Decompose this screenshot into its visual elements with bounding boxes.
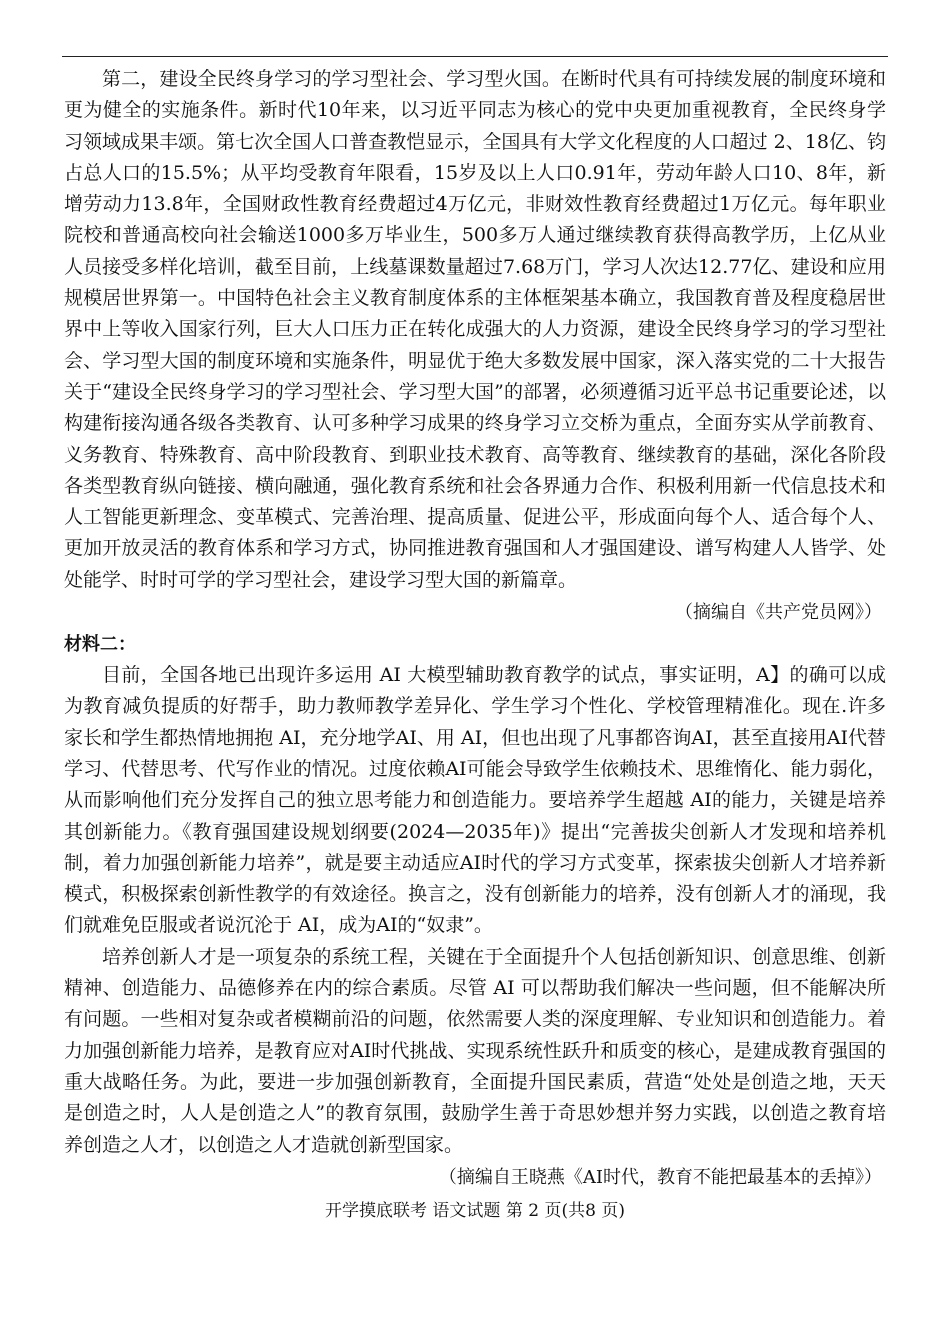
source-citation-2: （摘编自王晓燕《AI时代，教育不能把最基本的丢掉》） (438, 1166, 882, 1188)
paragraph-lifelong-learning: 第二，建设全民终身学习的学习型社会、学习型火国。在断时代具有可持续发展的制度环境和更为健全的实施条件。新时代10年来，以习近平同志为核心的党中央更加重视教育，全民终身学习领域成果丰颂。第七次全国人口普查教恺显示，全国具有大学文化程度的人口超过 2、18亿、钧占总人口的15.5%；从平均受教育年限看，15岁及以上人口0.91年，劳动年龄人口10、8年，新增劳动力13.8年，全国财政性教育经费超过4万亿元，非财效性教育经费超过1万亿元。每年职业院校和普通高校向社会输送1000多万毕业生，500多万人通过继续教育获得高教学历，上亿从业人员接受多样化培训，截至目前，上线墓课数量超过7.68万门，学习人次达12.77亿、建设和应用规模居世界第一。中国特色社会主义教育制度体系的主体框架基本确立，我国教育普及程度稳居世界中上等收入国家行列，巨大人口压力正在转化成强大的人力资源，建设全民终身学习的学习型社会、学习型大国的制度环境和实施条件，明显优于绝大多数发展中国家，深入落实党的二十大报告关于“建设全民终身学习的学习型社会、学习型大国”的部署，必须遵循习近平总书记重要论述，以构建衔接沟通各级各类教育、认可多种学习成果的终身学习立交桥为重点，全面夯实从学前教育、义务教育、特殊教育、高中阶段教育、到职业技术教育、高等教育、继续教育的基础，深化各阶段各类型教育纵向链接、横向融通，强化教育系统和社会各界通力合作、积极利用新一代信息技术和人工智能更新理念、变革模式、完善治理、提高质量、促进公平，形成面向每个人、适合每个人、更加开放灵活的教育体系和学习方式，协同推进教育强国和人才强国建设、谱写构建人人皆学、处处能学、时时可学的学习型社会，建设学习型大国的新篇章。 (64, 68, 886, 591)
document-body (64, 64, 886, 1195)
paragraph-innovation-talent: 培养创新人才是一项复杂的系统工程，关键在于全面提升个人包括创新知识、创意思维、创新精神、创造能力、品德修养在内的综合素质。尽管 AI 可以帮助我们解决一些问题，但不能解决所有问题。一些相对复杂或者模糊前沿的问题，依然需要人类的深度理解、专业知识和创造能力。着力加强创新能力培养，是教育应对AI时代挑战、实现系统性跃升和质变的核心，是建成教育强国的重大战略任务。为此，要进一步加强创新教育，全面提升国民素质，营造“处处是创造之地，天天是创造之时，人人是创造之人”的教育氛围，鼓励学生善于奇思妙想并努力实践，以创造之教育培养创造之人才，以创造之人才造就创新型国家。 (64, 945, 886, 1156)
page-footer: 开学摸底联考 语文试题 第 2 页(共8 页) (325, 1201, 625, 1221)
paragraph-ai-education: 目前，全国各地已出现许多运用 AI 大模型辅助教育教学的试点，事实证明，A】的确可以成为教育减负提质的好帮手，助力教师教学差异化、学生学习个性化、学校管理精准化。现在.许多家长和学生都热情地拥抱 AI，充分地学AI、用 AI，但也出现了凡事都咨询AI，甚至直接用AI代替学习、代替思考、代写作业的情况。过度依赖AI可能会导致学生依赖技术、思维惰化、能力弱化，从而影响他们充分发挥自己的独立思考能力和创造能力。要培养学生超越 AI的能力，关键是培养其创新能力。《教育强国建设规划纲要(2024—2035年)》提出“完善拔尖创新人才发现和培养机制，着力加强创新能力培养”，就是要主动适应AI时代的学习方式变革，探索拔尖创新人才培养新模式，积极探索创新性教学的有效途径。换言之，没有创新能力的培养，没有创新人才的涌现，我们就难免臣服或者说沉沦于 AI，成为AI的“奴隶”。 (64, 664, 886, 937)
material-two-label: 材料二： (64, 634, 136, 656)
source-citation-1: （摘编自《共产党员网》） (675, 602, 882, 624)
top-rule (62, 56, 888, 57)
